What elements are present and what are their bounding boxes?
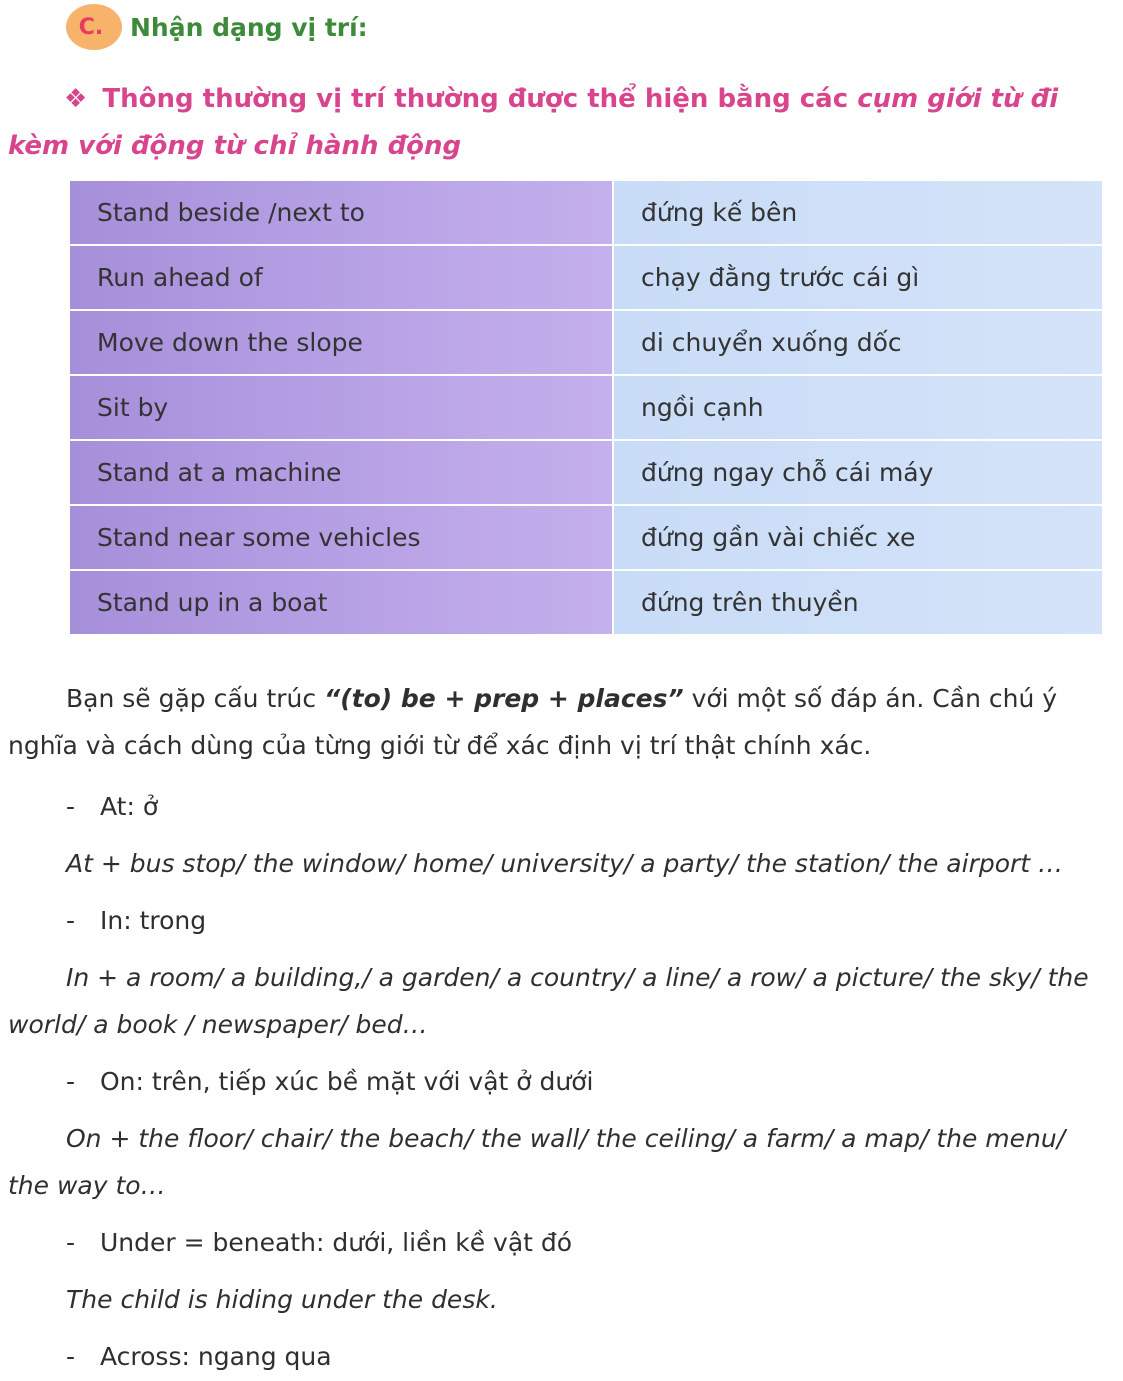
- list-item: - In: trong: [66, 906, 207, 935]
- intro-before: Bạn sẽ gặp cấu trúc: [66, 684, 317, 713]
- lead-plain-text: Thông thường vị trí thường được thể hiện bằng các: [102, 84, 849, 114]
- preposition-label: At: ở: [100, 792, 159, 821]
- preposition-label: On: trên, tiếp xúc bề mặt với vật ở dưới: [100, 1067, 594, 1096]
- english-phrase: Stand at a machine: [69, 440, 613, 505]
- intro-structure: “(to) be + prep + places”: [324, 684, 684, 713]
- preposition-label: In: trong: [100, 906, 207, 935]
- section-badge: C.: [66, 4, 122, 50]
- intro-paragraph: [8, 675, 1113, 769]
- example-line: In + a room/ a building,/ a garden/ a country/ a line/ a row/ a picture/ the sky/ the world/ a book / newspaper/ bed…: [8, 963, 1089, 1039]
- lead-emphasis-text: cụm giới từ đi kèm với động từ chỉ hành động: [8, 84, 1059, 161]
- english-phrase: Sit by: [69, 375, 613, 440]
- table-row: [69, 245, 1103, 310]
- english-phrase: Run ahead of: [69, 245, 613, 310]
- table-row: [69, 180, 1103, 245]
- preposition-label: Across: ngang qua: [100, 1342, 332, 1371]
- vietnamese-meaning: đứng ngay chỗ cái máy: [613, 440, 1103, 505]
- vietnamese-meaning: chạy đằng trước cái gì: [613, 245, 1103, 310]
- english-phrase: Stand up in a boat: [69, 570, 613, 635]
- vietnamese-meaning: di chuyển xuống dốc: [613, 310, 1103, 375]
- english-phrase: Stand near some vehicles: [69, 505, 613, 570]
- table-row: [69, 570, 1103, 635]
- lead-paragraph: [8, 76, 1113, 170]
- vietnamese-meaning: đứng kế bên: [613, 180, 1103, 245]
- preposition-label: Under = beneath: dưới, liền kề vật đó: [100, 1228, 573, 1257]
- example-line: The child is hiding under the desk.: [66, 1285, 498, 1314]
- english-phrase: Move down the slope: [69, 310, 613, 375]
- example-line: On + the floor/ chair/ the beach/ the wall/ the ceiling/ a farm/ a map/ the menu/ the way to…: [8, 1124, 1066, 1200]
- table-row: [69, 310, 1103, 375]
- table-row: [69, 505, 1103, 570]
- english-phrase: Stand beside /next to: [69, 180, 613, 245]
- vietnamese-meaning: đứng gần vài chiếc xe: [613, 505, 1103, 570]
- section-heading: [66, 4, 368, 50]
- section-title: Nhận dạng vị trí:: [130, 12, 368, 42]
- vietnamese-meaning: đứng trên thuyền: [613, 570, 1103, 635]
- table-row: [69, 375, 1103, 440]
- intro-after: với một số đáp án. Cần chú ý nghĩa và cách dùng của từng giới từ để xác định vị trí thật chính xác.: [8, 684, 1058, 760]
- list-item: - At: ở: [66, 792, 159, 821]
- list-item: - On: trên, tiếp xúc bề mặt với vật ở dưới: [66, 1067, 594, 1096]
- diamond-bullet-icon: ❖: [64, 84, 88, 114]
- vietnamese-meaning: ngồi cạnh: [613, 375, 1103, 440]
- list-item: - Across: ngang qua: [66, 1342, 332, 1371]
- table-row: [69, 440, 1103, 505]
- list-item: - Under = beneath: dưới, liền kề vật đó: [66, 1228, 573, 1257]
- example-line: At + bus stop/ the window/ home/ university/ a party/ the station/ the airport …: [66, 849, 1064, 878]
- vocabulary-table: [68, 179, 1104, 636]
